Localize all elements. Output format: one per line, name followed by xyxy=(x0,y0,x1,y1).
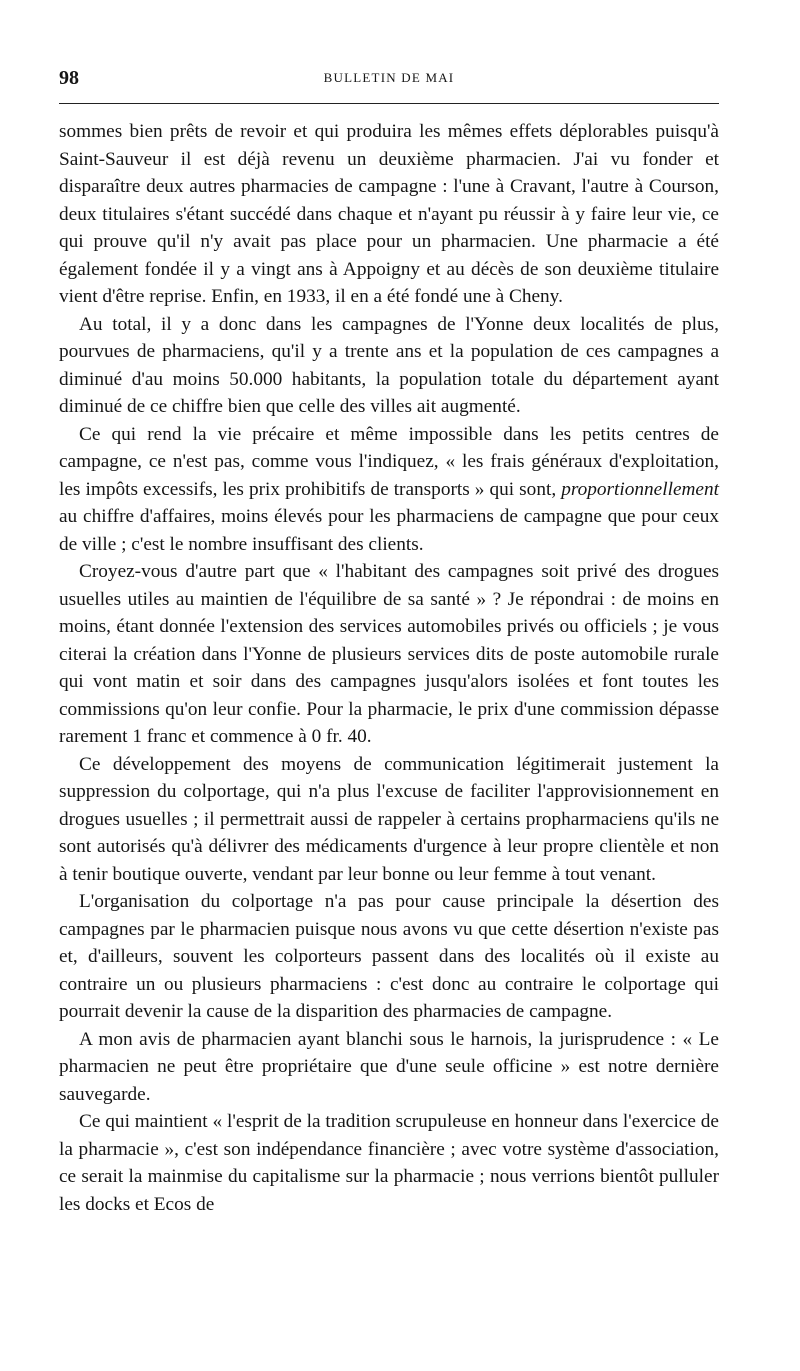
paragraph-3 xyxy=(59,421,719,559)
paragraph-6: L'organisation du colportage n'a pas pour cause principale la désertion des campagnes par le pharmacien puisque nous avons vu que cette désertion n'existe pas et, d'ailleurs, souvent les colporteurs passent dans des localités où il existe au contraire un ou plusieurs pharmaciens : c'est donc au contraire le colportage qui pourrait devenir la cause de la disparition des pharmacies de campagne. xyxy=(59,891,719,1022)
paragraph-2: Au total, il y a donc dans les campagnes de l'Yonne deux localités de plus, pourvues de pharmaciens, qu'il y a trente ans et la population de ces campagnes a diminué d'au moins 50.000 habitants, la population totale du département ayant diminué de ce chiffre bien que celle des villes ait augmenté. xyxy=(59,313,719,417)
body-text xyxy=(59,118,719,1218)
paragraph-1: sommes bien prêts de revoir et qui produira les mêmes effets déplorables puisqu'à Saint-Sauveur il est déjà revenu un deuxième pharmacien. J'ai vu fonder et disparaître deux autres pharmacies de campagne : l'une à Cravant, l'autre à Courson, deux titulaires s'étant succédé dans chaque et n'ayant pu réussir à y faire leur vie, ce qui prouve qu'il n'y avait pas place pour un pharmacien. Une pharmacie a été également fondée il y a vingt ans à Appoigny et au décès de son deuxième titulaire vient d'être reprise. Enfin, en 1933, il en a été fondé une à Cheny. xyxy=(59,121,719,307)
paragraph-4: Croyez-vous d'autre part que « l'habitant des campagnes soit privé des drogues usuelles utiles au maintien de l'équilibre de sa santé » ? Je répondrai : de moins en moins, étant donnée l'extension des services automobiles privés ou officiels ; je vous citerai la création dans l'Yonne de plusieurs services dits de poste automobile rurale qui vont matin et soir dans des campagnes jusqu'alors isolées et font toutes les commissions qu'on leur confie. Pour la pharmacie, le prix d'une commission dépasse rarement 1 franc et commence à 0 fr. 40. xyxy=(59,561,719,747)
paragraph-3-italic: proportionnellement xyxy=(561,478,719,500)
running-header xyxy=(59,66,719,90)
paragraph-3-start: Ce qui rend la vie précaire et même impossible dans les petits centres de campagne, ce n'est pas, comme vous l'indiquez, « les frais généraux d'exploitation, les impôts excessifs, les prix prohibitifs de transports » qui sont, xyxy=(59,423,719,500)
header-divider xyxy=(59,103,719,104)
paragraph-3-end: au chiffre d'affaires, moins élevés pour les pharmaciens de campagne que pour ceux de ville ; c'est le nombre insuffisant des clients. xyxy=(59,506,719,555)
paragraph-8: Ce qui maintient « l'esprit de la tradition scrupuleuse en honneur dans l'exercice de la pharmacie », c'est son indépendance financière ; avec votre système d'association, ce serait la mainmise du capitalisme sur la pharmacie ; nous verrions bientôt pulluler les docks et Ecos de xyxy=(59,1111,719,1215)
paragraph-5: Ce développement des moyens de communication légitimerait justement la suppression du colportage, qui n'a plus l'excuse de faciliter l'approvisionnement en drogues usuelles ; il permettrait aussi de rappeler à certains propharmaciens qu'ils ne sont autorisés qu'à délivrer des médicaments d'urgence à leur propre clientèle et non à tenir boutique ouverte, vendant par leur bonne ou leur femme à tout venant. xyxy=(59,753,719,885)
page-number: 98 xyxy=(59,67,79,89)
running-title: BULLETIN DE MAI xyxy=(323,70,455,85)
paragraph-7: A mon avis de pharmacien ayant blanchi sous le harnois, la jurisprudence : « Le pharmacien ne peut être propriétaire que d'une seule officine » est notre dernière sauvegarde. xyxy=(59,1028,719,1105)
